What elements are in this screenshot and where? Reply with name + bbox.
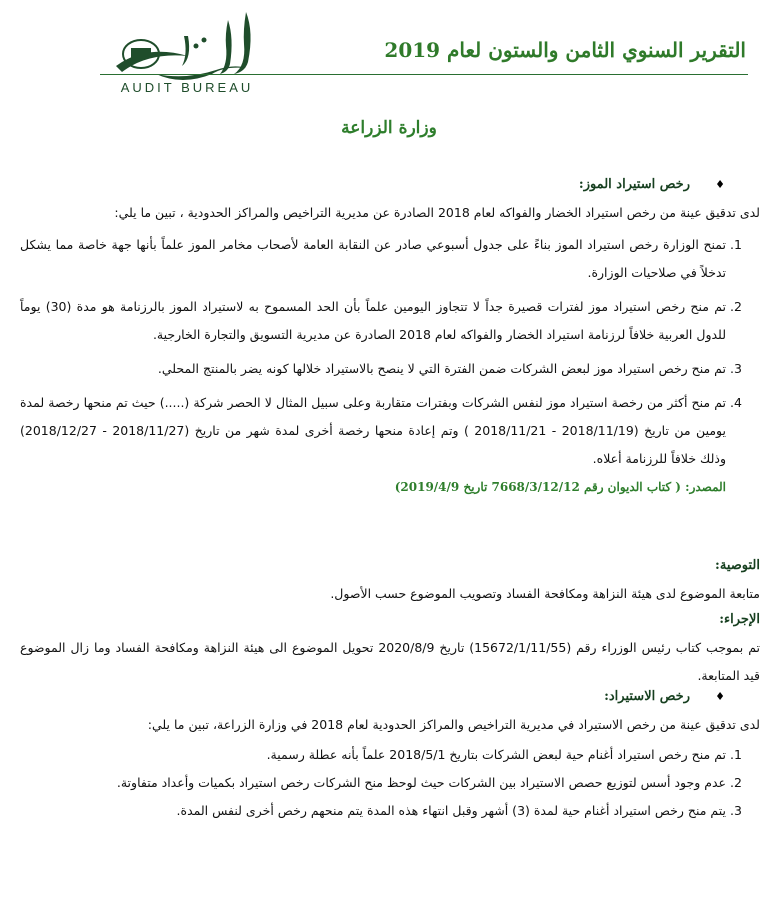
list-item [20, 797, 760, 825]
section-intro: لدى تدقيق عينة من رخص الاستيراد في مديرية التراخيص والمراكز الحدودية لعام 2018 في وزارة الزراعة، تبين ما يلي: [147, 717, 760, 732]
item-number: 3. [730, 803, 742, 818]
item-text: يتم منح رخص استيراد أغنام حية لمدة (3) أشهر وقبل انتهاء هذه المدة يتم منحهم رخص أخرى لنفس المدة. [176, 803, 726, 818]
diamond-bullet-icon: ♦ [715, 690, 725, 703]
item-text: تم منح رخص استيراد موز لفترات قصيرة جداً لا تتجاوز اليومين علماً بأن الحد المسموح به لاستيراد الموز بالرزنامة هو مدة (30) يوماً للدول العربية خلافاً لرزنامة استيراد الخضار والفواكه لعام 2018 الصادرة عن مديرية التسويق والتجارة الخارجية. [20, 299, 726, 342]
item-number: 3. [730, 361, 742, 376]
item-text: تمنح الوزارة رخص استيراد الموز بناءً على جدول أسبوعي صادر عن النقابة العامة لأصحاب مخامر الموز علماً بأنها جهة خاصة مما يشكل تدخلاً في صلاحيات الوزارة. [20, 237, 726, 280]
item-number: 4. [730, 395, 742, 410]
item-number: 1. [730, 747, 742, 762]
list-item [20, 741, 760, 769]
ministry-title: وزارة الزراعة [341, 118, 437, 138]
item-number: 2. [730, 299, 742, 314]
item-text: عدم وجود أسس لتوزيع حصص الاستيراد بين الشركات حيث لوحظ منح الشركات رخص استيراد بكميات وأعداد متفاوتة. [116, 775, 726, 790]
diamond-bullet-icon: ♦ [715, 178, 725, 191]
header-divider [100, 74, 748, 75]
action-heading: الإجراء: [719, 612, 760, 627]
item-number: 1. [730, 237, 742, 252]
report-title: التقرير السنوي الثامن والستون لعام 2019 [384, 38, 746, 62]
list-item [20, 389, 760, 473]
source-reference: المصدر: ( كتاب الديوان رقم 7668/3/12/12 تاريخ 2019/4/9) [394, 480, 726, 494]
section-heading: رخص الاستيراد: [604, 689, 690, 704]
section-heading: رخص استيراد الموز: [578, 177, 690, 192]
recommendation-block [20, 552, 760, 608]
recommendation-heading: التوصية: [715, 558, 760, 573]
list-item [20, 231, 760, 287]
action-block [20, 606, 760, 690]
item-text: تم منح أكثر من رخصة استيراد موز لنفس الشركات وبفترات متقاربة وعلى سبيل المثال لا الحصر شركة (.....) حيث تم منحها رخصة لمدة يومين من تاريخ (2018/11/19 - 2018/11/21 ) وتم إعادة منحها رخصة أخرى لمدة شهر من تاريخ (2018/11/27 - 2018/12/27) وذلك خلافاً للرزنامة أعلاه. [20, 395, 726, 466]
item-text: تم منح رخص استيراد موز لبعض الشركات ضمن الفترة التي لا ينصح بالاستيراد خلالها كونه يضر بالمنتج المحلي. [157, 361, 726, 376]
action-text: تم بموجب كتاب رئيس الوزراء رقم (15672/1/11/55) تاريخ 2020/8/9 تحويل الموضوع الى هيئة النزاهة ومكافحة الفساد وما زال الموضوع قيد المتابعة. [20, 640, 760, 683]
section-heading-row [20, 682, 760, 711]
section-import-licenses [20, 682, 760, 825]
section-heading-row [20, 170, 760, 199]
section-banana-licenses [20, 170, 760, 501]
recommendation-text: متابعة الموضوع لدى هيئة النزاهة ومكافحة الفساد وتصويب الموضوع حسب الأصول. [330, 586, 760, 601]
findings-list [20, 741, 760, 825]
item-text: تم منح رخص استيراد أغنام حية لبعض الشركات بتاريخ 2018/5/1 علماً بأنه عطلة رسمية. [266, 747, 726, 762]
list-item [20, 293, 760, 349]
page-header [0, 0, 778, 110]
item-number: 2. [730, 775, 742, 790]
findings-list [20, 231, 760, 473]
logo-subtitle: AUDIT BUREAU [120, 80, 254, 95]
section-intro: لدى تدقيق عينة من رخص استيراد الخضار والفواكه لعام 2018 الصادرة عن مديرية التراخيص والمراكز الحدودية ، تبين ما يلي: [114, 205, 760, 220]
list-item [20, 769, 760, 797]
list-item [20, 355, 760, 383]
